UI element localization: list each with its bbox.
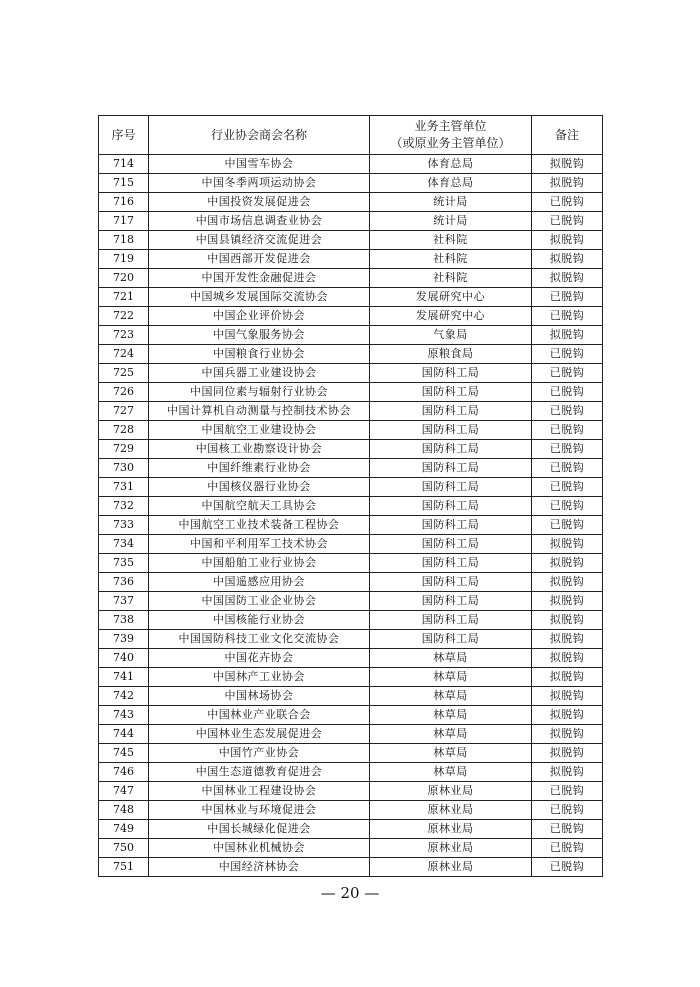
- cell-supervising-unit: 国防科工局: [370, 535, 532, 554]
- cell-remark: 拟脱钩: [532, 174, 603, 193]
- table-row: [99, 269, 603, 288]
- table-row: [99, 478, 603, 497]
- cell-serial: 746: [99, 763, 149, 782]
- cell-association-name: 中国兵器工业建设协会: [149, 364, 370, 383]
- cell-remark: 拟脱钩: [532, 630, 603, 649]
- cell-supervising-unit: 国防科工局: [370, 630, 532, 649]
- header-supervising-unit-line1: 业务主管单位: [414, 119, 487, 133]
- cell-serial: 748: [99, 801, 149, 820]
- cell-association-name: 中国企业评价协会: [149, 307, 370, 326]
- cell-serial: 739: [99, 630, 149, 649]
- cell-remark: 拟脱钩: [532, 763, 603, 782]
- cell-association-name: 中国林场协会: [149, 687, 370, 706]
- cell-supervising-unit: 国防科工局: [370, 554, 532, 573]
- table-row: [99, 630, 603, 649]
- cell-supervising-unit: 发展研究中心: [370, 288, 532, 307]
- cell-remark: 拟脱钩: [532, 744, 603, 763]
- cell-association-name: 中国和平利用军工技术协会: [149, 535, 370, 554]
- cell-serial: 740: [99, 649, 149, 668]
- cell-remark: 拟脱钩: [532, 535, 603, 554]
- header-supervising-unit: [370, 116, 532, 155]
- cell-association-name: 中国航空工业技术装备工程协会: [149, 516, 370, 535]
- cell-serial: 726: [99, 383, 149, 402]
- cell-association-name: 中国气象服务协会: [149, 326, 370, 345]
- cell-supervising-unit: 林草局: [370, 668, 532, 687]
- cell-supervising-unit: 林草局: [370, 744, 532, 763]
- table-row: [99, 744, 603, 763]
- cell-association-name: 中国林业产业联合会: [149, 706, 370, 725]
- table-row: [99, 440, 603, 459]
- cell-remark: 拟脱钩: [532, 592, 603, 611]
- cell-serial: 742: [99, 687, 149, 706]
- cell-remark: 拟脱钩: [532, 573, 603, 592]
- table-row: [99, 611, 603, 630]
- table-row: [99, 801, 603, 820]
- table-row: [99, 668, 603, 687]
- cell-association-name: 中国花卉协会: [149, 649, 370, 668]
- cell-remark: 已脱钩: [532, 402, 603, 421]
- cell-serial: 745: [99, 744, 149, 763]
- cell-serial: 725: [99, 364, 149, 383]
- table-row: [99, 155, 603, 174]
- cell-serial: 716: [99, 193, 149, 212]
- cell-supervising-unit: 原林业局: [370, 820, 532, 839]
- cell-supervising-unit: 社科院: [370, 269, 532, 288]
- cell-serial: 721: [99, 288, 149, 307]
- table-row: [99, 497, 603, 516]
- cell-supervising-unit: 国防科工局: [370, 611, 532, 630]
- cell-supervising-unit: 国防科工局: [370, 440, 532, 459]
- header-association-name: 行业协会商会名称: [149, 116, 370, 155]
- cell-remark: 已脱钩: [532, 478, 603, 497]
- cell-supervising-unit: 国防科工局: [370, 478, 532, 497]
- cell-serial: 749: [99, 820, 149, 839]
- cell-remark: 拟脱钩: [532, 668, 603, 687]
- table-body: [99, 155, 603, 877]
- cell-association-name: 中国核能行业协会: [149, 611, 370, 630]
- association-table: [98, 115, 603, 877]
- cell-association-name: 中国县镇经济交流促进会: [149, 231, 370, 250]
- table-row: [99, 782, 603, 801]
- cell-serial: 750: [99, 839, 149, 858]
- cell-supervising-unit: 社科院: [370, 250, 532, 269]
- cell-remark: 拟脱钩: [532, 706, 603, 725]
- cell-supervising-unit: 国防科工局: [370, 573, 532, 592]
- cell-supervising-unit: 国防科工局: [370, 383, 532, 402]
- cell-remark: 已脱钩: [532, 820, 603, 839]
- cell-serial: 723: [99, 326, 149, 345]
- cell-remark: 拟脱钩: [532, 554, 603, 573]
- cell-supervising-unit: 国防科工局: [370, 364, 532, 383]
- cell-supervising-unit: 原林业局: [370, 801, 532, 820]
- cell-remark: 已脱钩: [532, 516, 603, 535]
- cell-supervising-unit: 原林业局: [370, 858, 532, 877]
- table-row: [99, 174, 603, 193]
- cell-remark: 拟脱钩: [532, 687, 603, 706]
- cell-remark: 已脱钩: [532, 383, 603, 402]
- association-table-page: [98, 115, 602, 877]
- cell-supervising-unit: 林草局: [370, 763, 532, 782]
- cell-association-name: 中国生态道德教育促进会: [149, 763, 370, 782]
- table-row: [99, 250, 603, 269]
- cell-association-name: 中国纤维素行业协会: [149, 459, 370, 478]
- cell-serial: 719: [99, 250, 149, 269]
- cell-serial: 744: [99, 725, 149, 744]
- cell-supervising-unit: 林草局: [370, 706, 532, 725]
- table-row: [99, 820, 603, 839]
- cell-supervising-unit: 统计局: [370, 193, 532, 212]
- cell-supervising-unit: 林草局: [370, 649, 532, 668]
- cell-supervising-unit: 国防科工局: [370, 459, 532, 478]
- cell-remark: 拟脱钩: [532, 231, 603, 250]
- cell-serial: 717: [99, 212, 149, 231]
- cell-remark: 拟脱钩: [532, 611, 603, 630]
- cell-remark: 已脱钩: [532, 212, 603, 231]
- cell-serial: 738: [99, 611, 149, 630]
- cell-supervising-unit: 社科院: [370, 231, 532, 250]
- cell-supervising-unit: 林草局: [370, 687, 532, 706]
- header-serial: 序号: [99, 116, 149, 155]
- cell-remark: 已脱钩: [532, 440, 603, 459]
- table-row: [99, 326, 603, 345]
- cell-supervising-unit: 原粮食局: [370, 345, 532, 364]
- table-row: [99, 554, 603, 573]
- cell-remark: 已脱钩: [532, 801, 603, 820]
- cell-serial: 733: [99, 516, 149, 535]
- cell-serial: 735: [99, 554, 149, 573]
- table-row: [99, 212, 603, 231]
- cell-association-name: 中国城乡发展国际交流协会: [149, 288, 370, 307]
- cell-remark: 已脱钩: [532, 497, 603, 516]
- cell-serial: 714: [99, 155, 149, 174]
- cell-association-name: 中国粮食行业协会: [149, 345, 370, 364]
- cell-association-name: 中国同位素与辐射行业协会: [149, 383, 370, 402]
- table-row: [99, 383, 603, 402]
- cell-remark: 拟脱钩: [532, 649, 603, 668]
- cell-association-name: 中国国防工业企业协会: [149, 592, 370, 611]
- cell-supervising-unit: 体育总局: [370, 155, 532, 174]
- cell-serial: 736: [99, 573, 149, 592]
- table-row: [99, 402, 603, 421]
- cell-association-name: 中国核工业勘察设计协会: [149, 440, 370, 459]
- header-remark: 备注: [532, 116, 603, 155]
- cell-association-name: 中国林业生态发展促进会: [149, 725, 370, 744]
- cell-serial: 732: [99, 497, 149, 516]
- cell-serial: 718: [99, 231, 149, 250]
- cell-association-name: 中国投资发展促进会: [149, 193, 370, 212]
- table-row: [99, 307, 603, 326]
- cell-supervising-unit: 气象局: [370, 326, 532, 345]
- cell-remark: 拟脱钩: [532, 269, 603, 288]
- cell-serial: 741: [99, 668, 149, 687]
- cell-serial: 743: [99, 706, 149, 725]
- table-row: [99, 858, 603, 877]
- cell-remark: 已脱钩: [532, 364, 603, 383]
- cell-serial: 747: [99, 782, 149, 801]
- cell-serial: 734: [99, 535, 149, 554]
- cell-remark: 已脱钩: [532, 839, 603, 858]
- table-header-row: [99, 116, 603, 155]
- table-row: [99, 516, 603, 535]
- cell-supervising-unit: 体育总局: [370, 174, 532, 193]
- cell-supervising-unit: 发展研究中心: [370, 307, 532, 326]
- cell-remark: 已脱钩: [532, 193, 603, 212]
- header-supervising-unit-line2: （或原业务主管单位）: [390, 136, 511, 150]
- cell-association-name: 中国经济林协会: [149, 858, 370, 877]
- cell-association-name: 中国航空航天工具协会: [149, 497, 370, 516]
- cell-supervising-unit: 原林业局: [370, 782, 532, 801]
- table-row: [99, 459, 603, 478]
- cell-serial: 731: [99, 478, 149, 497]
- cell-serial: 720: [99, 269, 149, 288]
- table-row: [99, 839, 603, 858]
- table-row: [99, 573, 603, 592]
- cell-serial: 737: [99, 592, 149, 611]
- table-row: [99, 706, 603, 725]
- cell-association-name: 中国市场信息调查业协会: [149, 212, 370, 231]
- table-row: [99, 687, 603, 706]
- cell-supervising-unit: 国防科工局: [370, 497, 532, 516]
- cell-remark: 拟脱钩: [532, 725, 603, 744]
- cell-supervising-unit: 原林业局: [370, 839, 532, 858]
- cell-association-name: 中国林业机械协会: [149, 839, 370, 858]
- page-number: — 20 —: [320, 884, 380, 902]
- cell-association-name: 中国国防科技工业文化交流协会: [149, 630, 370, 649]
- cell-serial: 727: [99, 402, 149, 421]
- table-row: [99, 725, 603, 744]
- cell-association-name: 中国竹产业协会: [149, 744, 370, 763]
- cell-remark: 已脱钩: [532, 421, 603, 440]
- table-row: [99, 345, 603, 364]
- table-row: [99, 592, 603, 611]
- cell-remark: 已脱钩: [532, 345, 603, 364]
- cell-serial: 724: [99, 345, 149, 364]
- cell-serial: 715: [99, 174, 149, 193]
- cell-remark: 拟脱钩: [532, 326, 603, 345]
- cell-supervising-unit: 国防科工局: [370, 592, 532, 611]
- cell-association-name: 中国林业与环境促进会: [149, 801, 370, 820]
- cell-serial: 730: [99, 459, 149, 478]
- cell-remark: 已脱钩: [532, 288, 603, 307]
- cell-association-name: 中国遥感应用协会: [149, 573, 370, 592]
- table-row: [99, 288, 603, 307]
- cell-remark: 已脱钩: [532, 307, 603, 326]
- cell-remark: 拟脱钩: [532, 250, 603, 269]
- table-row: [99, 421, 603, 440]
- cell-association-name: 中国林业工程建设协会: [149, 782, 370, 801]
- cell-serial: 722: [99, 307, 149, 326]
- cell-remark: 已脱钩: [532, 782, 603, 801]
- cell-serial: 729: [99, 440, 149, 459]
- cell-association-name: 中国船舶工业行业协会: [149, 554, 370, 573]
- cell-association-name: 中国开发性金融促进会: [149, 269, 370, 288]
- cell-association-name: 中国林产工业协会: [149, 668, 370, 687]
- cell-association-name: 中国核仪器行业协会: [149, 478, 370, 497]
- cell-serial: 728: [99, 421, 149, 440]
- cell-supervising-unit: 国防科工局: [370, 516, 532, 535]
- cell-association-name: 中国雪车协会: [149, 155, 370, 174]
- cell-association-name: 中国冬季两项运动协会: [149, 174, 370, 193]
- cell-remark: 拟脱钩: [532, 155, 603, 174]
- cell-supervising-unit: 林草局: [370, 725, 532, 744]
- table-row: [99, 763, 603, 782]
- cell-supervising-unit: 国防科工局: [370, 421, 532, 440]
- table-row: [99, 649, 603, 668]
- cell-association-name: 中国西部开发促进会: [149, 250, 370, 269]
- cell-association-name: 中国航空工业建设协会: [149, 421, 370, 440]
- cell-serial: 751: [99, 858, 149, 877]
- table-row: [99, 231, 603, 250]
- cell-supervising-unit: 国防科工局: [370, 402, 532, 421]
- table-row: [99, 193, 603, 212]
- cell-association-name: 中国计算机自动测量与控制技术协会: [149, 402, 370, 421]
- cell-supervising-unit: 统计局: [370, 212, 532, 231]
- cell-remark: 已脱钩: [532, 459, 603, 478]
- table-row: [99, 364, 603, 383]
- table-row: [99, 535, 603, 554]
- cell-association-name: 中国长城绿化促进会: [149, 820, 370, 839]
- cell-remark: 已脱钩: [532, 858, 603, 877]
